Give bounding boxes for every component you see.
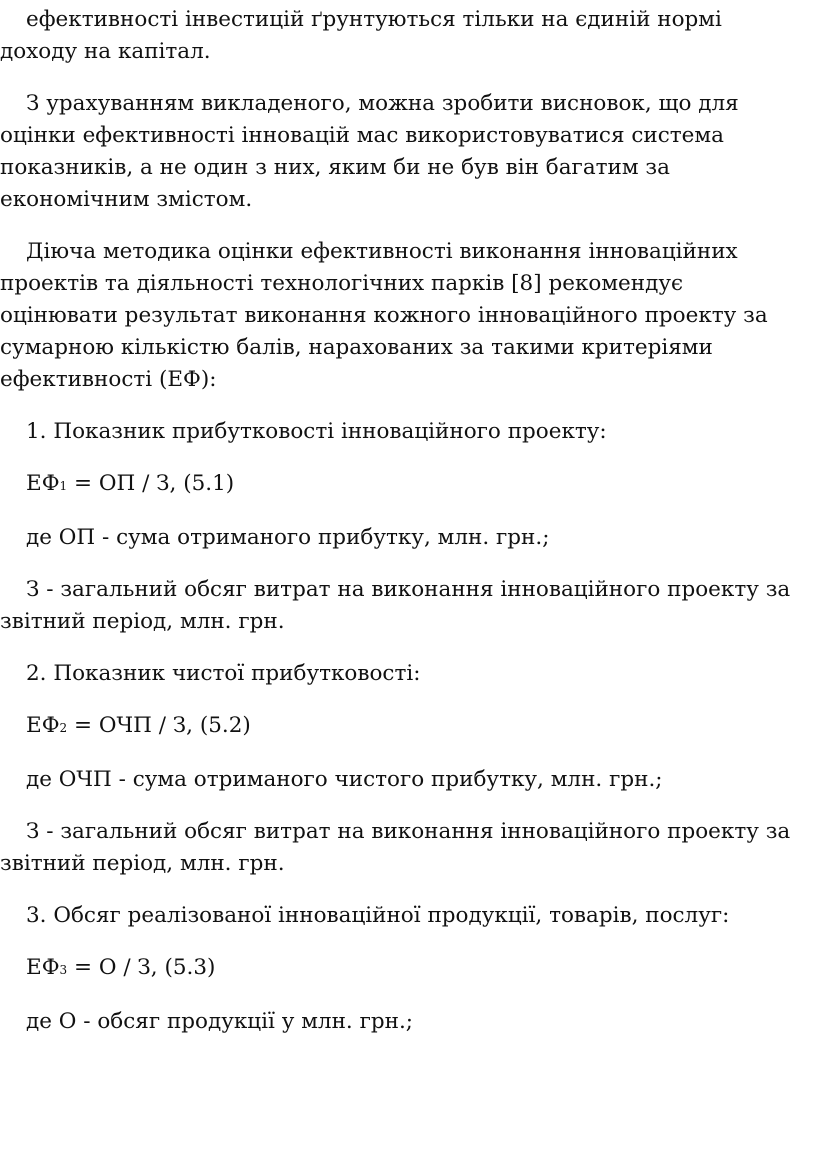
formula-body: = ОЧП / З, (5.2)	[67, 713, 251, 738]
paragraph: 1. Показник прибутковості інноваційного проекту:	[26, 419, 607, 444]
paragraph: 2. Показник чистої прибутковості:	[26, 661, 421, 686]
formula-subscript: 2	[59, 721, 68, 735]
formula-body: = О / З, (5.3)	[67, 955, 216, 980]
formula-prefix: ЕФ	[26, 471, 60, 496]
formula-subscript: 1	[59, 479, 68, 493]
formula-subscript: 3	[59, 963, 68, 977]
formula-prefix: ЕФ	[26, 955, 60, 980]
formula-body: = ОП / З, (5.1)	[67, 471, 235, 496]
paragraph: З - загальний обсяг витрат на виконання інноваційного проекту за звітний період, млн. грн.	[0, 819, 791, 876]
paragraph: Діюча методика оцінки ефективності виконання інноваційних проектів та діяльності технологічних парків [8] рекомендує оцінювати результат виконання кожного інноваційного проекту за сумарною кількістю балів, нарахованих за такими критеріями ефективності (ЕФ):	[0, 239, 768, 392]
paragraph: де ОЧП - сума отриманого чистого прибутку, млн. грн.;	[26, 767, 663, 792]
formula-5-2	[0, 710, 810, 744]
paragraph: ефективності інвестицій ґрунтуються тільки на єдиній нормі доходу на капітал.	[0, 7, 722, 64]
paragraph: З - загальний обсяг витрат на виконання інноваційного проекту за звітний період, млн. грн.	[0, 577, 791, 634]
formula-5-1	[0, 468, 810, 502]
formula-5-3	[0, 952, 810, 986]
paragraph: де ОП - сума отриманого прибутку, млн. грн.;	[26, 525, 550, 550]
formula-prefix: ЕФ	[26, 713, 60, 738]
paragraph: З урахуванням викладеного, можна зробити висновок, що для оцінки ефективності інновацій мас використовуватися система показників, а не один з них, яким би не був він багатим за економічним змістом.	[0, 91, 739, 212]
paragraph: де О - обсяг продукції у млн. грн.;	[26, 1009, 414, 1034]
paragraph: 3. Обсяг реалізованої інноваційної продукції, товарів, послуг:	[26, 903, 730, 928]
